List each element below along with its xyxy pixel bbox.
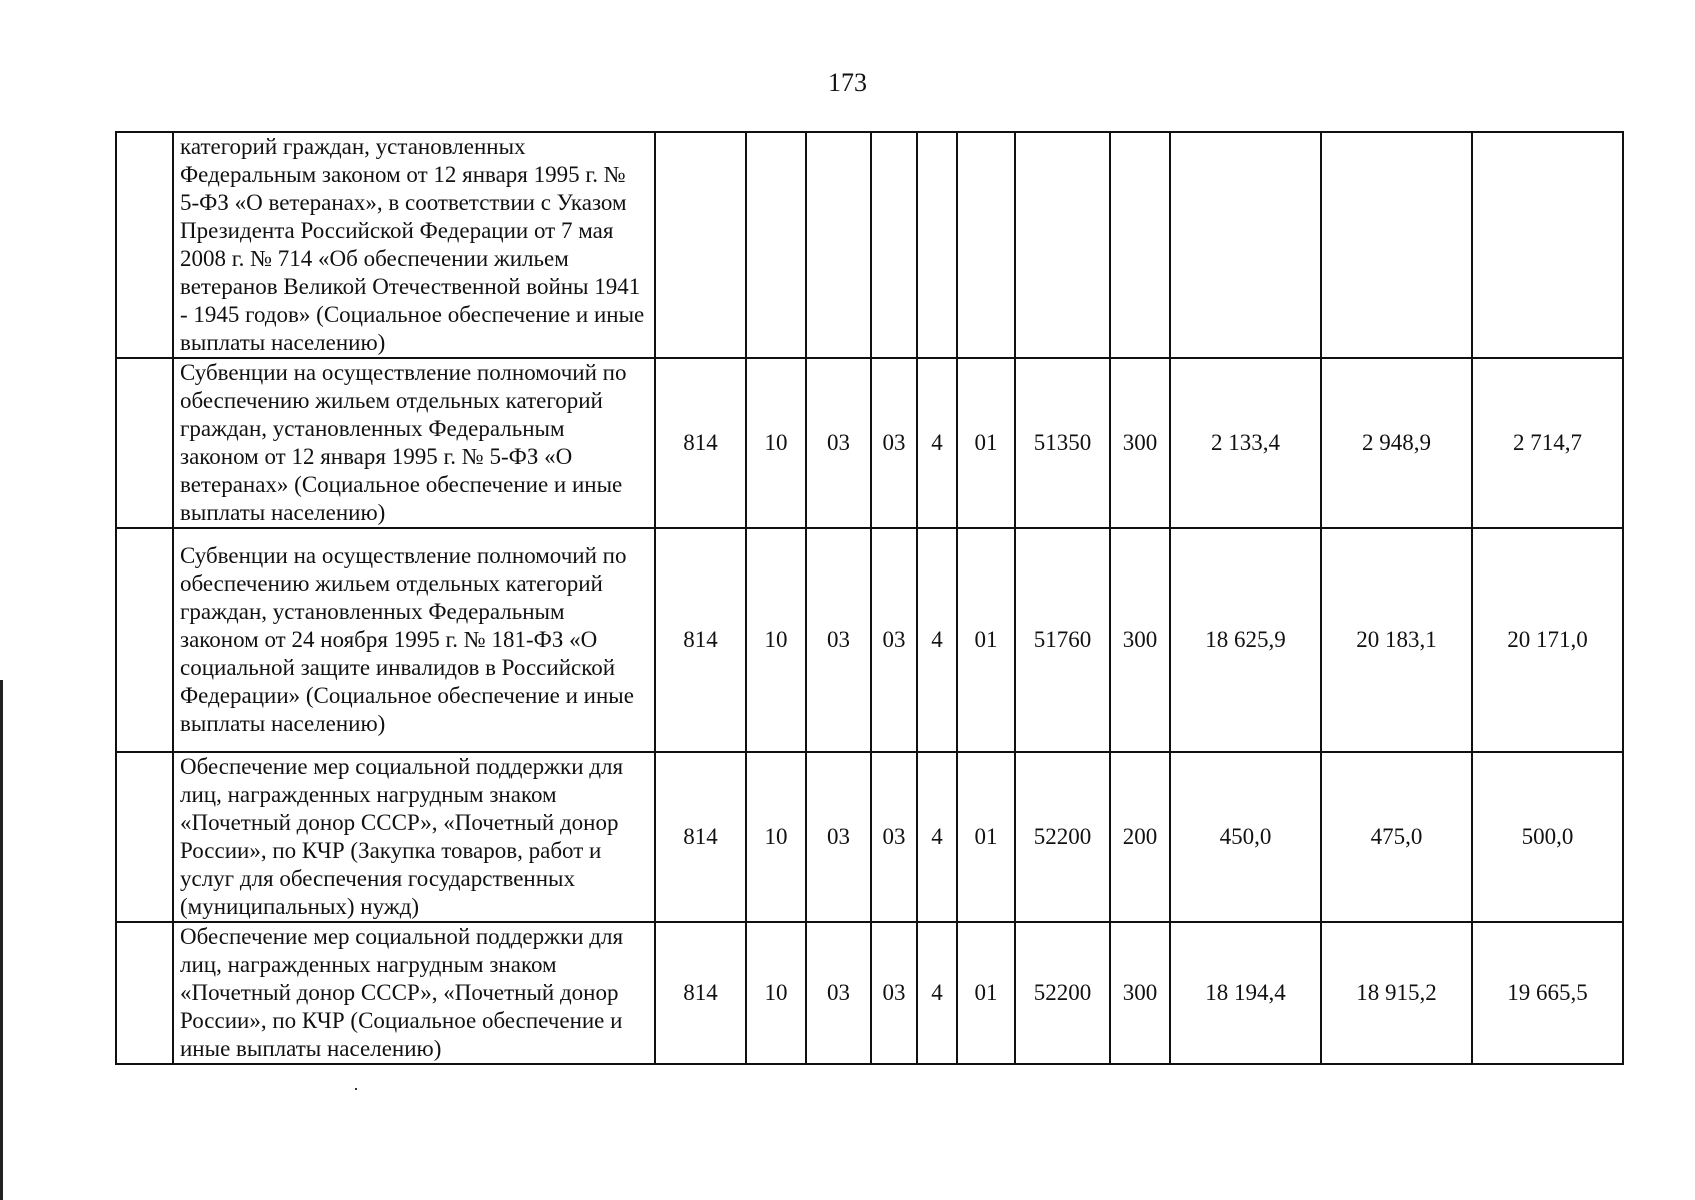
ministry-code-cell: 814: [655, 752, 746, 922]
amount-year-3-cell: 19 665,5: [1472, 922, 1623, 1064]
amount-year-2-cell: 475,0: [1321, 752, 1472, 922]
subprogram-code-cell: 01: [957, 752, 1015, 922]
amount-year-2-cell: 18 915,2: [1321, 922, 1472, 1064]
subprogram-code-cell: [957, 132, 1015, 358]
expense-type-cell: 300: [1110, 922, 1170, 1064]
direction-code-cell: 52200: [1015, 752, 1110, 922]
direction-code-cell: 51350: [1015, 358, 1110, 528]
table-row: [116, 922, 1623, 1064]
program-code-cell: 03: [871, 528, 917, 752]
subsection-code-cell: 03: [806, 752, 871, 922]
expense-type-cell: 200: [1110, 752, 1170, 922]
subprogram-code-cell: 01: [957, 922, 1015, 1064]
description-cell: Субвенции на осуществление полномочий по обеспечению жильем отдельных категорий граждан, установленных Федеральным законом от 24 ноября 1995 г. № 181-ФЗ «О социальной защите инвалидов в Российской Федерации» (Социальное обеспечение и иные выплаты населению): [173, 528, 655, 752]
amount-year-1-cell: 18 625,9: [1170, 528, 1321, 752]
section-code-cell: 10: [746, 528, 806, 752]
subprogram-type-cell: 4: [917, 528, 957, 752]
ministry-code-cell: 814: [655, 528, 746, 752]
amount-year-1-cell: [1170, 132, 1321, 358]
subsection-code-cell: [806, 132, 871, 358]
table-row: [116, 132, 1623, 358]
subsection-code-cell: 03: [806, 528, 871, 752]
amount-year-3-cell: 20 171,0: [1472, 528, 1623, 752]
table-row: [116, 528, 1623, 752]
subsection-code-cell: 03: [806, 922, 871, 1064]
table-row: [116, 752, 1623, 922]
row-number-cell: [116, 752, 173, 922]
subprogram-code-cell: 01: [957, 358, 1015, 528]
description-cell: Обеспечение мер социальной поддержки для лиц, награжденных нагрудным знаком «Почетный донор СССР», «Почетный донор России», по КЧР (Закупка товаров, работ и услуг для обеспечения государственных (муниципальных) нужд): [173, 752, 655, 922]
amount-year-1-cell: 2 133,4: [1170, 358, 1321, 528]
program-code-cell: 03: [871, 752, 917, 922]
section-code-cell: [746, 132, 806, 358]
section-code-cell: 10: [746, 358, 806, 528]
program-code-cell: 03: [871, 358, 917, 528]
amount-year-1-cell: 18 194,4: [1170, 922, 1321, 1064]
amount-year-2-cell: [1321, 132, 1472, 358]
program-code-cell: 03: [871, 922, 917, 1064]
section-code-cell: 10: [746, 922, 806, 1064]
row-number-cell: [116, 358, 173, 528]
direction-code-cell: [1015, 132, 1110, 358]
description-cell: категорий граждан, установленных Федеральным законом от 12 января 1995 г. № 5-ФЗ «О ветеранах», в соответствии с Указом Президента Российской Федерации от 7 мая 2008 г. № 714 «Об обеспечении жильем ветеранов Великой Отечественной войны 1941 - 1945 годов» (Социальное обеспечение и иные выплаты населению): [173, 132, 655, 358]
subprogram-type-cell: 4: [917, 358, 957, 528]
ministry-code-cell: 814: [655, 358, 746, 528]
description-cell: Субвенции на осуществление полномочий по обеспечению жильем отдельных категорий граждан, установленных Федеральным законом от 12 января 1995 г. № 5-ФЗ «О ветеранах» (Социальное обеспечение и иные выплаты населению): [173, 358, 655, 528]
amount-year-3-cell: 500,0: [1472, 752, 1623, 922]
amount-year-1-cell: 450,0: [1170, 752, 1321, 922]
direction-code-cell: 52200: [1015, 922, 1110, 1064]
scan-edge-line: [0, 680, 3, 1200]
amount-year-3-cell: 2 714,7: [1472, 358, 1623, 528]
program-code-cell: [871, 132, 917, 358]
expense-type-cell: [1110, 132, 1170, 358]
ministry-code-cell: [655, 132, 746, 358]
row-number-cell: [116, 922, 173, 1064]
subprogram-type-cell: [917, 132, 957, 358]
ministry-code-cell: 814: [655, 922, 746, 1064]
direction-code-cell: 51760: [1015, 528, 1110, 752]
budget-table-body: [116, 132, 1623, 1064]
row-number-cell: [116, 528, 173, 752]
subsection-code-cell: 03: [806, 358, 871, 528]
subprogram-type-cell: 4: [917, 922, 957, 1064]
expense-type-cell: 300: [1110, 528, 1170, 752]
budget-table: [115, 131, 1624, 1065]
amount-year-2-cell: 20 183,1: [1321, 528, 1472, 752]
expense-type-cell: 300: [1110, 358, 1170, 528]
page-number: 173: [828, 68, 867, 97]
subprogram-type-cell: 4: [917, 752, 957, 922]
row-number-cell: [116, 132, 173, 358]
amount-year-3-cell: [1472, 132, 1623, 358]
table-row: [116, 358, 1623, 528]
amount-year-2-cell: 2 948,9: [1321, 358, 1472, 528]
scan-speck: [355, 1088, 357, 1090]
section-code-cell: 10: [746, 752, 806, 922]
description-cell: Обеспечение мер социальной поддержки для лиц, награжденных нагрудным знаком «Почетный донор СССР», «Почетный донор России», по КЧР (Социальное обеспечение и иные выплаты населению): [173, 922, 655, 1064]
subprogram-code-cell: 01: [957, 528, 1015, 752]
